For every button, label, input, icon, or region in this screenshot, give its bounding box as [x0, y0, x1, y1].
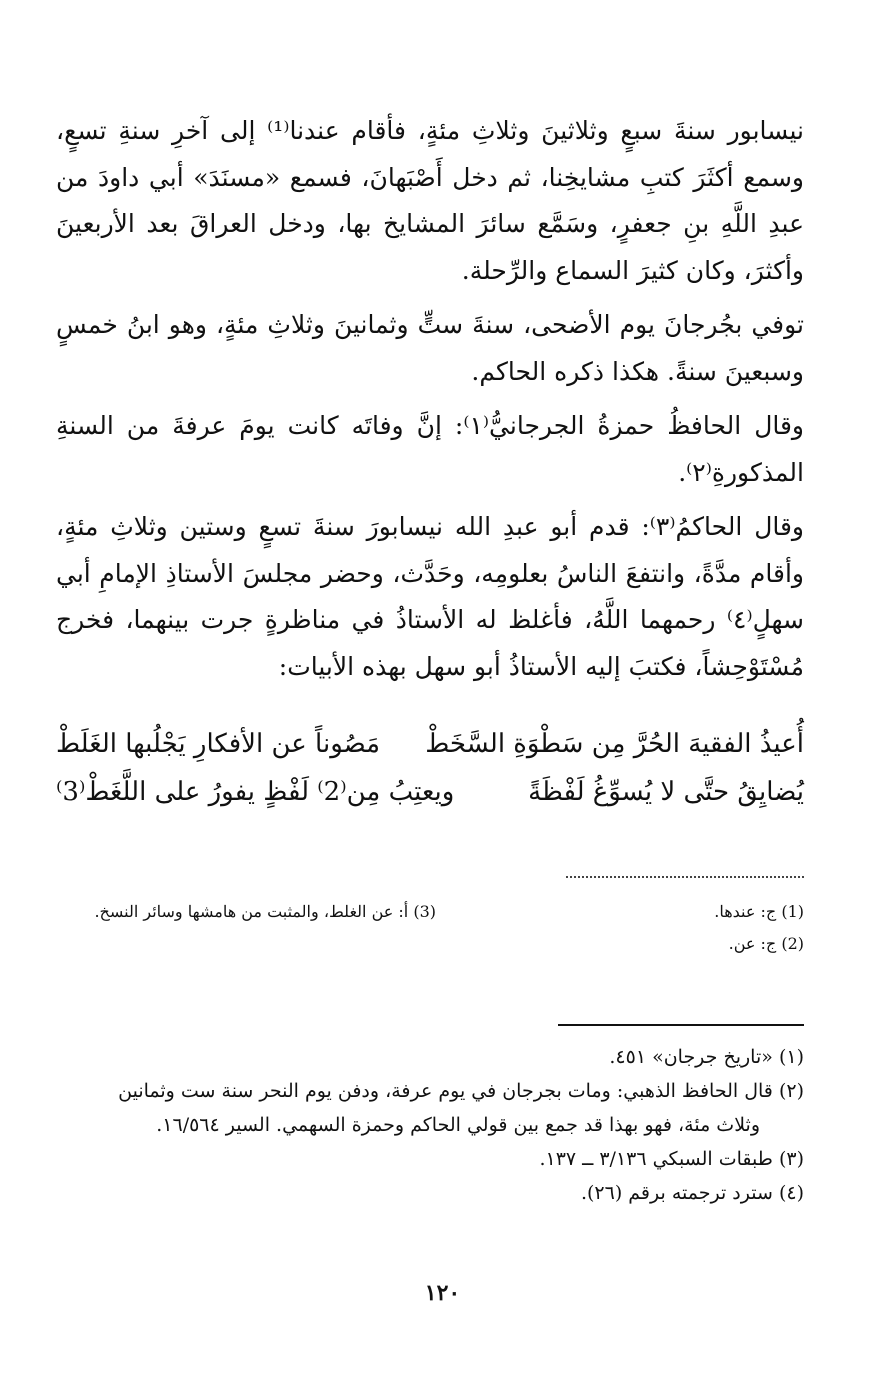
footnote-rule [558, 1024, 804, 1026]
footnote-text: قال الحافظ الذهبي: ومات بجرجان في يوم عرفة، ودفن يوم النحر سنة ست وثمانين [118, 1080, 773, 1102]
footnote [56, 1142, 804, 1176]
footnote-number: (٤) [778, 1182, 804, 1204]
verse-second-hemistich: ويعتِبُ مِن⁽2⁾ لَفْظٍ يفورُ على اللَّغَطْ⁽3⁾ [56, 777, 455, 807]
verse-second-hemistich: مَصُوناً عن الأفكارِ يَجْلُبها الغَلَطْ [56, 729, 381, 759]
variant-notes-column [504, 896, 804, 960]
footnotes [56, 1040, 804, 1210]
poem-verses [56, 720, 804, 816]
paragraph: نيسابور سنةَ سبعٍ وثلاثينَ وثلاثِ مئةٍ، فأقام عندنا⁽¹⁾ إلى آخرِ سنةِ تسعٍ، وسمع أكثَرَ كتبِ مشايخِنا، ثم دخل أَصْبَهانَ، فسمع «مسنَدَ» أبي داودَ من عبدِ اللَّهِ بنِ جعفرٍ، وسَمَّع سائرَ المشايخ بها، ودخل العراقَ بعد الأربعينَ وأكثرَ، وكان كثيرَ السماع والرِّحلة. [56, 116, 804, 285]
footnote [56, 1074, 804, 1108]
variant-notes [56, 896, 804, 960]
page-number: ١٢٠ [424, 1280, 461, 1306]
footnote-number: (٣) [778, 1148, 804, 1170]
footnote-text: «تاريخ جرجان» ٤٥١. [609, 1046, 773, 1068]
variant-note: (1) ج: عندها. [714, 902, 804, 921]
verse-first-hemistich: أُعيذُ الفقيهَ الحُرَّ مِن سَطْوَةِ السَّخَطْ [425, 729, 804, 759]
paragraph: وقال الحاكمُ⁽٣⁾: قدم أبو عبدِ الله نيسابورَ سنةَ تسعٍ وستين وثلاثِ مئةٍ، وأقام مدَّةً، وانتفعَ الناسُ بعلومِه، وحَدَّث، وحضر مجلسَ الأستاذِ الإمامِ أبي سهلٍ⁽٤⁾ رحمهما اللَّهُ، فأغلظ له الأستاذُ في مناظرةٍ جرت بينهما، فخرج مُسْتَوْحِشاً، فكتبَ إليه الأستاذُ أبو سهل بهذه الأبيات: [56, 512, 804, 681]
footnote-number: (١) [778, 1046, 804, 1068]
main-text [56, 108, 804, 690]
footnote-number: (٢) [778, 1080, 804, 1102]
footnote-continuation [56, 1108, 804, 1142]
verse-line [56, 768, 804, 816]
footnote-text: وثلاث مئة، فهو بهذا قد جمع بين قولي الحاكم وحمزة السهمي. السير ١٦/٥٦٤. [156, 1114, 760, 1136]
paragraph: وقال الحافظُ حمزةُ الجرجانيُّ⁽١⁾: إنَّ وفاتَه كانت يومَ عرفةَ من السنةِ المذكورةِ⁽٢⁾. [56, 411, 804, 487]
variant-note: (3) أ: عن الغلط، والمثبت من هامشها وسائر النسخ. [94, 902, 436, 921]
dotted-separator [566, 876, 804, 878]
footnote-text: طبقات السبكي ٣/١٣٦ ــ ١٣٧. [539, 1148, 773, 1170]
variant-notes-column [56, 896, 436, 960]
verse-line [56, 720, 804, 768]
verse-first-hemistich: يُضايِقُ حتَّى لا يُسوِّغُ لَفْظَةً [528, 777, 804, 807]
footnote-text: سترد ترجمته برقم (٢٦). [580, 1182, 773, 1204]
variant-note: (2) ج: عن. [728, 934, 804, 953]
footnote [56, 1176, 804, 1210]
paragraph: توفي بجُرجانَ يوم الأضحى، سنةَ ستٍّ وثمانينَ وثلاثِ مئةٍ، وهو ابنُ خمسٍ وسبعينَ سنةً. هكذا ذكره الحاكم. [56, 310, 804, 386]
footnote [56, 1040, 804, 1074]
